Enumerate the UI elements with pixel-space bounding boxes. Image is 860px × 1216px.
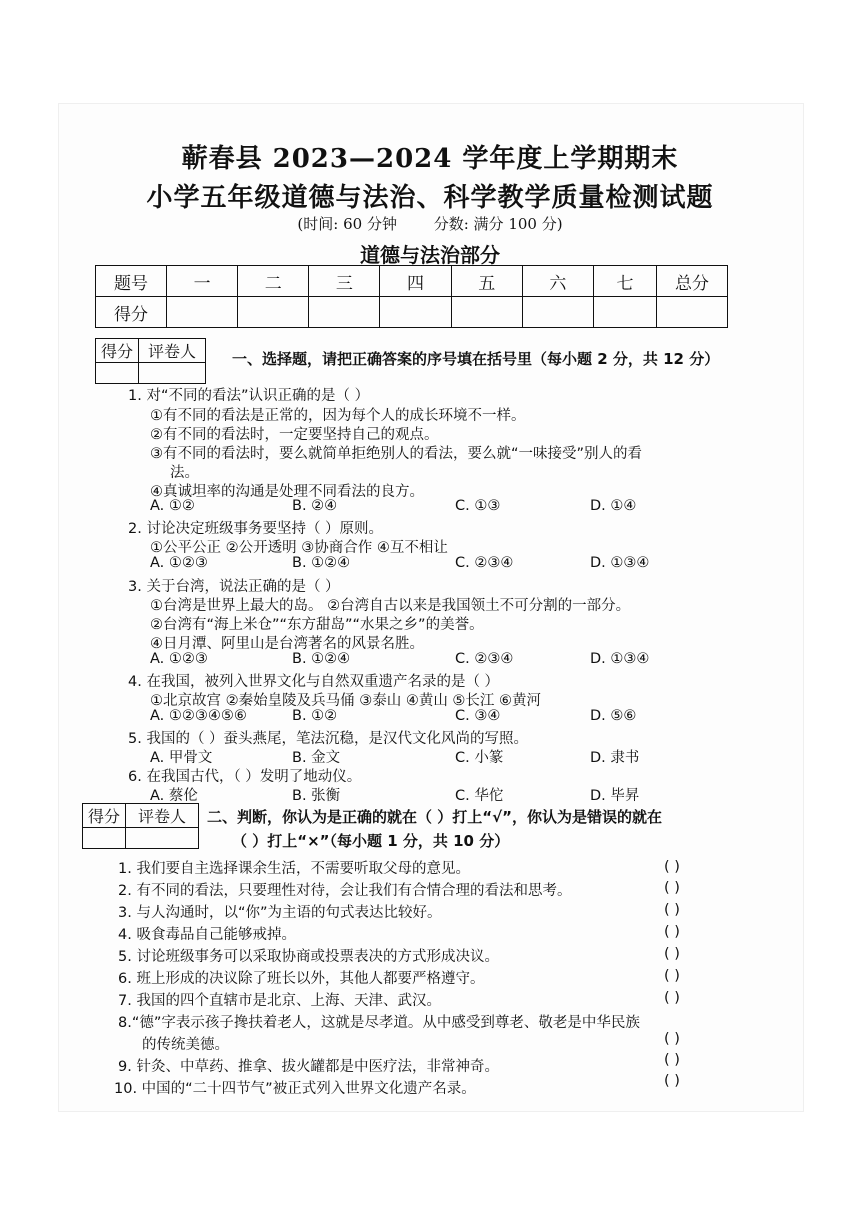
score-cell: 六 — [522, 266, 593, 297]
option-c: C. 华佗 — [455, 788, 504, 804]
question-line: ①有不同的看法是正常的，因为每个人的成长环境不一样。 — [150, 408, 526, 424]
question-line: 5. 我国的（ ）蚕头燕尾，笔法沉稳，是汉代文化风尚的写照。 — [128, 731, 529, 747]
question-line: ①北京故宫 ②秦始皇陵及兵马俑 ③泰山 ④黄山 ⑤长江 ⑥黄河 — [150, 693, 542, 709]
score-cell-empty — [238, 297, 309, 328]
judgment-item: 7. 我国的四个直辖市是北京、上海、天津、武汉。 — [118, 993, 441, 1009]
question-line: ①台湾是世界上最大的岛。 ②台湾自古以来是我国领土不可分割的一部分。 — [150, 598, 631, 614]
judgment-item: 5. 讨论班级事务可以采取协商或投票表决的方式形成决议。 — [118, 949, 499, 965]
part-title: 道德与法治部分 — [360, 243, 500, 267]
option-d: D. ①③④ — [590, 555, 650, 571]
answer-bracket[interactable]: ( ) — [664, 924, 680, 940]
answer-bracket[interactable]: ( ) — [664, 1073, 680, 1089]
answer-bracket[interactable]: ( ) — [664, 1052, 680, 1068]
option-d: D. ⑤⑥ — [590, 708, 637, 724]
question-line: ②有不同的看法时，一定要坚持自己的观点。 — [150, 427, 439, 443]
judgment-item: 4. 吸食毒品自己能够戒掉。 — [118, 927, 296, 943]
judgment-item-continued: 的传统美德。 — [142, 1037, 229, 1053]
score-cell-empty — [522, 297, 593, 328]
option-c: C. ①③ — [455, 498, 501, 514]
option-c: C. ②③④ — [455, 555, 514, 571]
score-cell: 题号 — [96, 266, 167, 297]
option-a: A. ①② — [150, 498, 195, 514]
option-d: D. ①③④ — [590, 651, 650, 667]
exam-title-line1: 蕲春县 2023—2024 学年度上学期期末 — [181, 144, 679, 174]
grader-cell-empty — [139, 363, 206, 384]
score-cell-empty — [594, 297, 657, 328]
score-cell-empty — [451, 297, 522, 328]
answer-bracket[interactable]: ( ) — [664, 880, 680, 896]
score-cell: 二 — [238, 266, 309, 297]
grader-score-label: 得分 — [83, 804, 126, 828]
option-d: D. ①④ — [590, 498, 637, 514]
option-d: D. 毕昇 — [590, 788, 640, 804]
question-line: ④真诚坦率的沟通是处理不同看法的良方。 — [150, 484, 424, 500]
answer-bracket[interactable]: ( ) — [664, 946, 680, 962]
grader-name-label: 评卷人 — [126, 804, 199, 828]
score-cell-empty — [167, 297, 238, 328]
option-a: A. 甲骨文 — [150, 750, 213, 766]
option-a: A. ①②③④⑤⑥ — [150, 708, 247, 724]
question-line: 6. 在我国古代，（ ）发明了地动仪。 — [128, 769, 362, 785]
option-c: C. ②③④ — [455, 651, 514, 667]
grader-score-label: 得分 — [96, 339, 139, 363]
option-a: A. ①②③ — [150, 651, 208, 667]
answer-bracket[interactable]: ( ) — [664, 990, 680, 1006]
judgment-item: 3. 与人沟通时，以“你”为主语的句式表达比较好。 — [118, 905, 442, 921]
option-a: A. 蔡伦 — [150, 788, 198, 804]
grader-box — [82, 803, 199, 849]
grader-cell-empty — [96, 363, 139, 384]
grader-box — [95, 338, 206, 384]
score-cell: 一 — [167, 266, 238, 297]
question-line: ④日月潭、阿里山是台湾著名的风景名胜。 — [150, 636, 424, 652]
question-line: ③有不同的看法时，要么就简单拒绝别人的看法，要么就“一味接受”别人的看 — [150, 446, 643, 462]
answer-bracket[interactable]: ( ) — [664, 968, 680, 984]
answer-bracket[interactable]: ( ) — [664, 859, 680, 875]
score-cell: 七 — [594, 266, 657, 297]
question-line: 1. 对“不同的看法”认识正确的是（ ） — [128, 388, 370, 404]
option-a: A. ①②③ — [150, 555, 208, 571]
option-b: B. ①② — [292, 708, 338, 724]
option-b: B. 张衡 — [292, 788, 341, 804]
score-cell: 总分 — [657, 266, 728, 297]
section1-heading: 一、选择题，请把正确答案的序号填在括号里（每小题 2 分，共 12 分） — [232, 350, 720, 368]
answer-bracket[interactable]: ( ) — [664, 1031, 680, 1047]
score-cell: 五 — [451, 266, 522, 297]
grader-cell-empty — [126, 828, 199, 849]
judgment-item: 8.“德”字表示孩子搀扶着老人，这就是尽孝道。从中感受到尊老、敬老是中华民族 — [118, 1015, 640, 1031]
score-cell-empty — [657, 297, 728, 328]
question-line: 4. 在我国，被列入世界文化与自然双重遗产名录的是（ ） — [128, 674, 500, 690]
section2-heading-line1: 二、判断，你认为是正确的就在（ ）打上“√”，你认为是错误的就在 — [207, 808, 662, 826]
option-c: C. ③④ — [455, 708, 501, 724]
option-b: B. ②④ — [292, 498, 338, 514]
option-b: B. 金文 — [292, 750, 341, 766]
section2-heading-line2: （ ）打上“×”（每小题 1 分，共 10 分） — [232, 832, 510, 850]
grader-cell-empty — [83, 828, 126, 849]
score-table-header-row — [96, 266, 728, 297]
score-cell: 得分 — [96, 297, 167, 328]
score-cell: 四 — [380, 266, 451, 297]
score-cell: 三 — [309, 266, 380, 297]
exam-score: 分数: 满分 100 分) — [433, 215, 563, 233]
option-b: B. ①②④ — [292, 651, 351, 667]
score-table-score-row — [96, 297, 728, 328]
question-line: ②台湾有“海上米仓”“东方甜岛”“水果之乡”的美誉。 — [150, 617, 484, 633]
answer-bracket[interactable]: ( ) — [664, 902, 680, 918]
judgment-item: 1. 我们要自主选择课余生活，不需要听取父母的意见。 — [118, 861, 470, 877]
score-table — [95, 265, 728, 328]
question-line: 法。 — [170, 465, 199, 481]
option-b: B. ①②④ — [292, 555, 351, 571]
judgment-item: 9. 针灸、中草药、推拿、拔火罐都是中医疗法，非常神奇。 — [118, 1059, 499, 1075]
option-c: C. 小篆 — [455, 750, 504, 766]
judgment-item: 2. 有不同的看法，只要理性对待，会让我们有合情合理的看法和思考。 — [118, 883, 572, 899]
question-line: 2. 讨论决定班级事务要坚持（ ）原则。 — [128, 521, 384, 537]
exam-title-line2: 小学五年级道德与法治、科学教学质量检测试题 — [146, 183, 714, 213]
score-cell-empty — [380, 297, 451, 328]
judgment-item: 10. 中国的“二十四节气”被正式列入世界文化遗产名录。 — [114, 1081, 476, 1097]
question-line: ①公平公正 ②公开透明 ③协商合作 ④互不相让 — [150, 540, 448, 556]
exam-info — [0, 213, 860, 234]
judgment-item: 6. 班上形成的决议除了班长以外，其他人都要严格遵守。 — [118, 971, 485, 987]
question-line: 3. 关于台湾，说法正确的是（ ） — [128, 579, 340, 595]
exam-time: (时间: 60 分钟 — [297, 215, 397, 233]
option-d: D. 隶书 — [590, 750, 640, 766]
grader-name-label: 评卷人 — [139, 339, 206, 363]
score-cell-empty — [309, 297, 380, 328]
